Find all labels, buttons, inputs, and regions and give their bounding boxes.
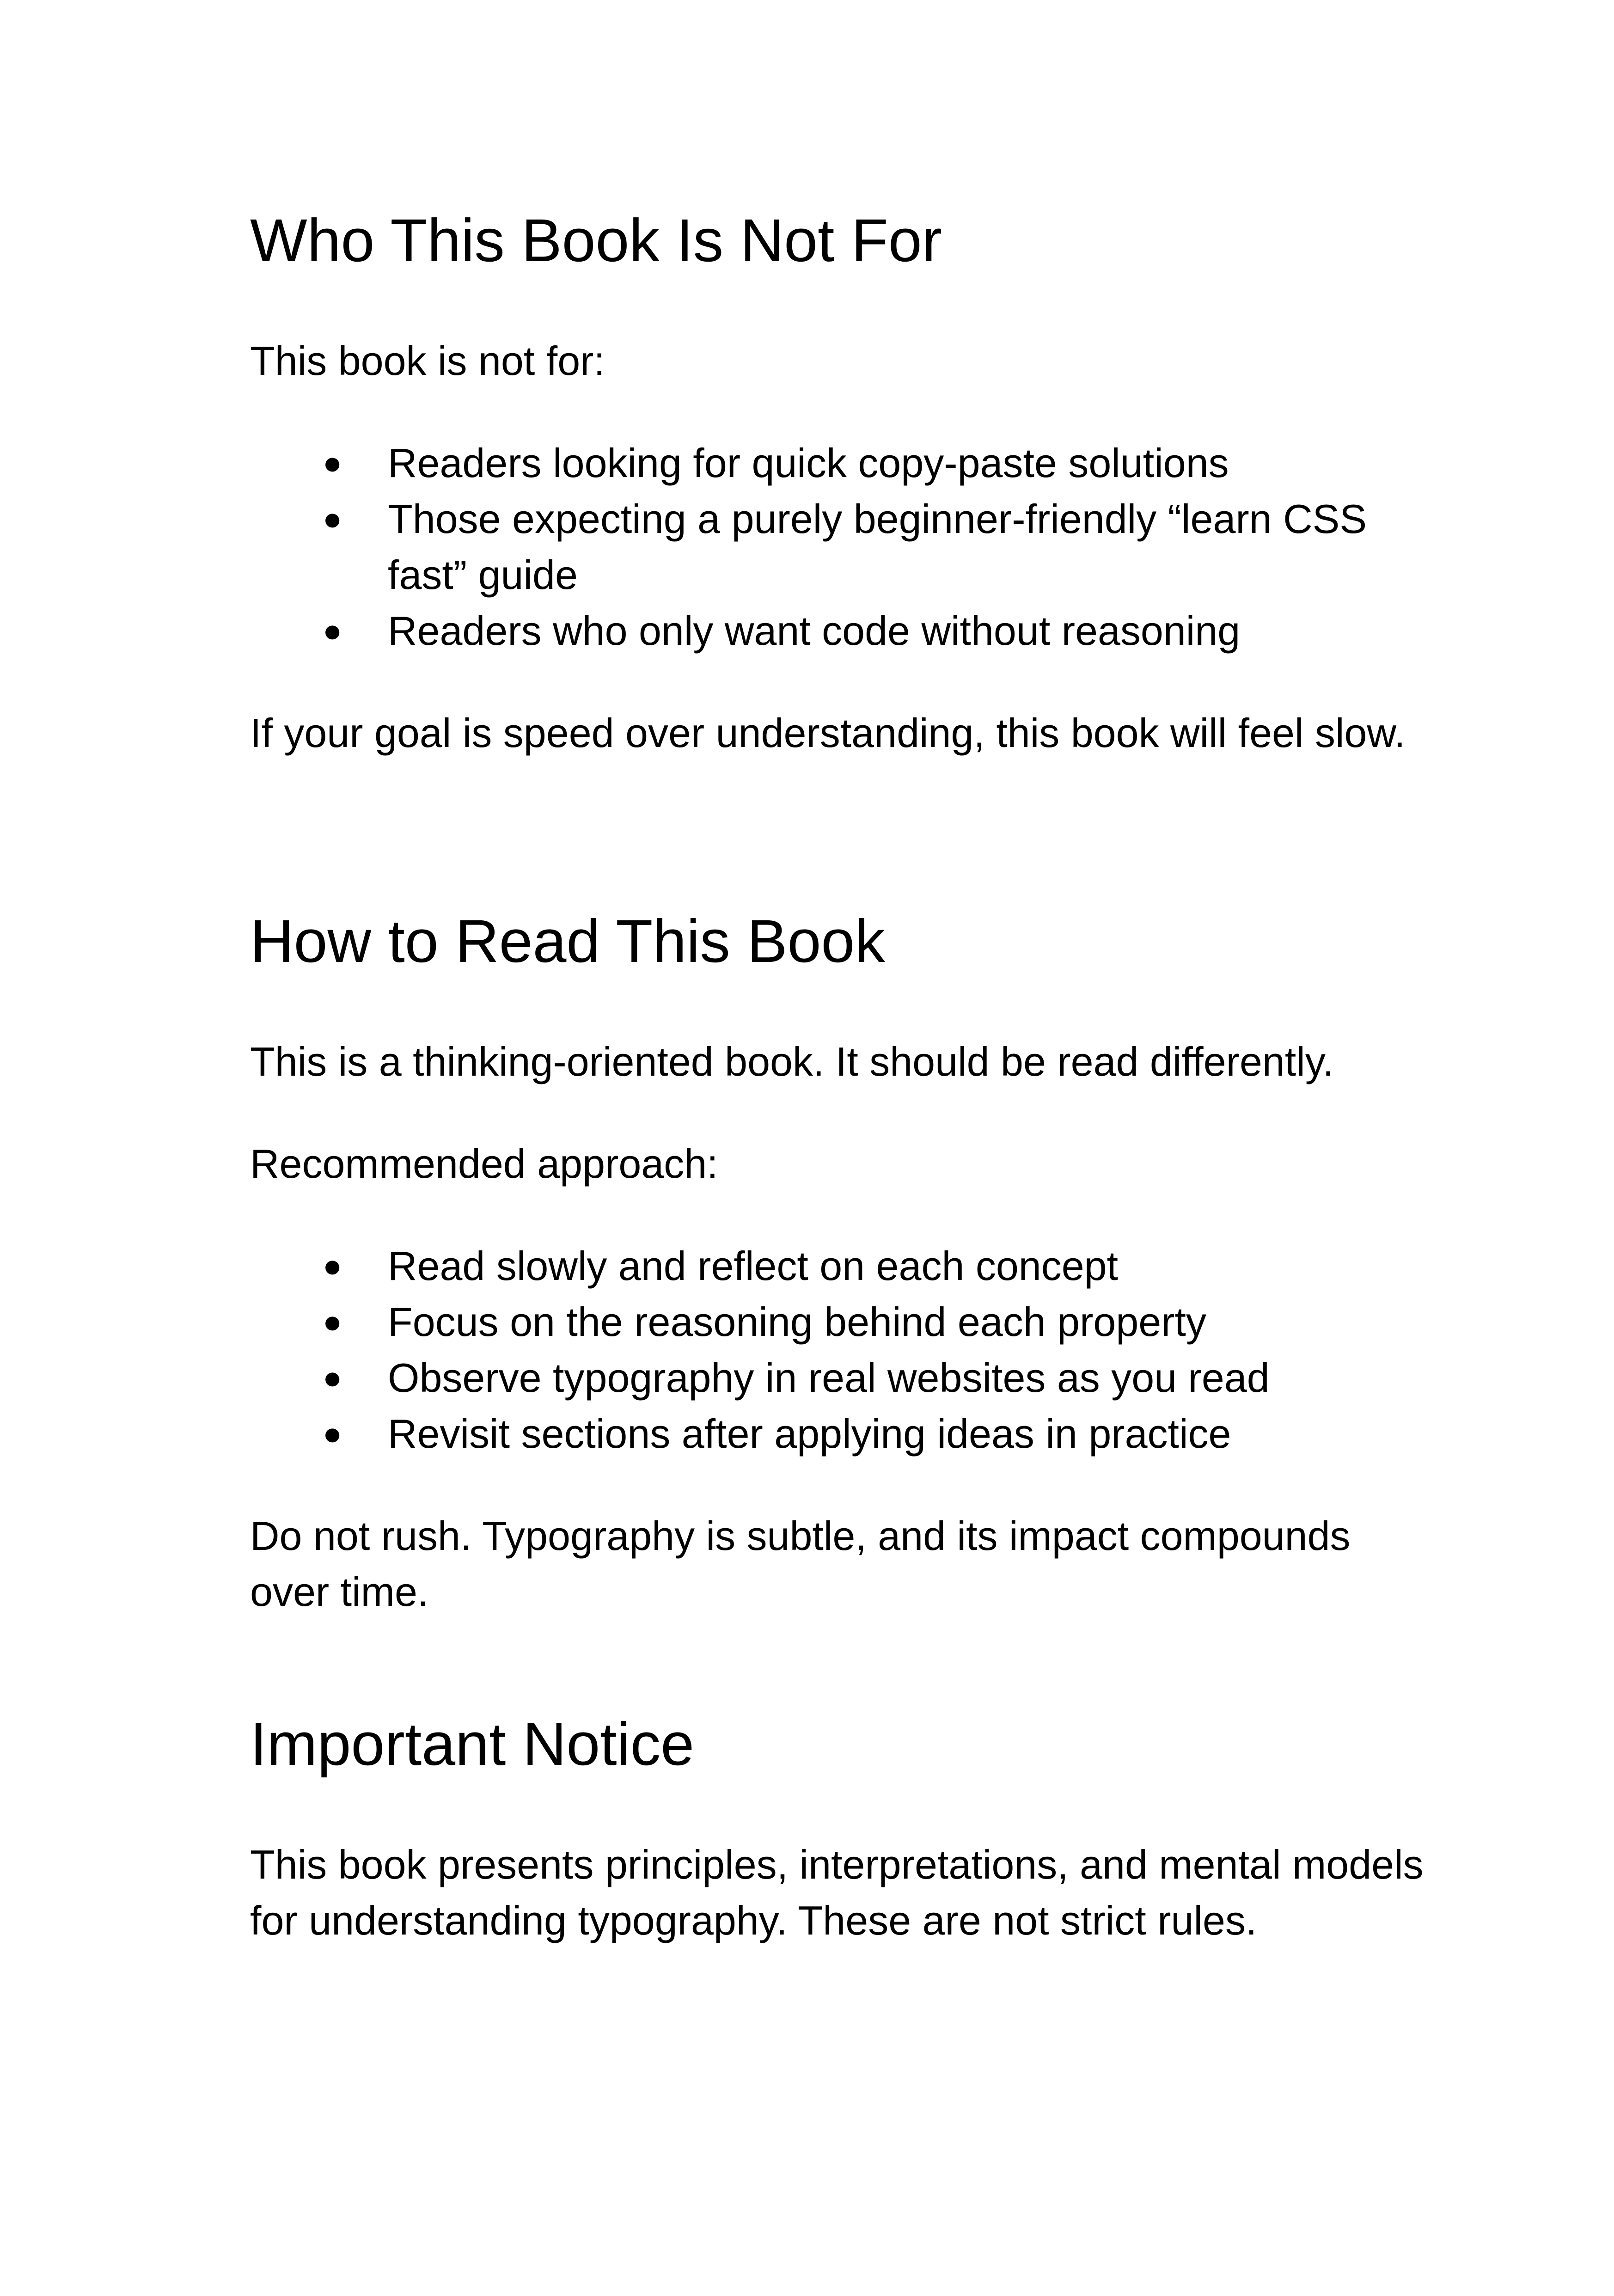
heading-how-to-read-this-book: How to Read This Book [250,907,885,975]
list-recommended-approach [250,1238,1433,1462]
list-item [250,603,1433,659]
list-item-text: Focus on the reasoning behind each property [388,1299,1206,1345]
list-item [250,1406,1433,1462]
list-not-for [250,435,1433,659]
bullet-icon: ● [323,1415,342,1451]
heading-important-notice: Important Notice [250,1710,695,1778]
list-item [250,491,1433,603]
list-item-text: Readers looking for quick copy-paste solutions [388,440,1229,486]
paragraph-not-for-outro: If your goal is speed over understanding, this book will feel slow. [250,710,1406,756]
bullet-icon: ● [323,612,342,649]
bullet-icon: ● [323,445,342,481]
bullet-icon: ● [323,1248,342,1284]
list-item [250,435,1433,491]
bullet-icon: ● [323,1304,342,1340]
list-item-text: Readers who only want code without reasoning [388,608,1241,654]
list-item-text: Observe typography in real websites as you read [388,1355,1270,1401]
list-item [250,1350,1433,1406]
paragraph-recommended-approach: Recommended approach: [250,1141,718,1187]
paragraph-how-to-read-intro: This is a thinking-oriented book. It should be read differently. [250,1039,1334,1084]
list-item-text: Revisit sections after applying ideas in practice [388,1411,1231,1457]
list-item-text: Those expecting a purely beginner-friendly “learn CSS fast” guide [388,496,1367,598]
paragraph-important-notice: This book presents principles, interpretations, and mental models for understanding typography. These are not strict rules. [250,1842,1424,1943]
bullet-icon: ● [323,1359,342,1396]
heading-who-this-book-is-not-for: Who This Book Is Not For [250,206,942,274]
bullet-icon: ● [323,501,342,537]
list-item-text: Read slowly and reflect on each concept [388,1243,1119,1289]
paragraph-not-for-intro: This book is not for: [250,338,605,384]
paragraph-how-to-read-outro: Do not rush. Typography is subtle, and its impact compounds over time. [250,1513,1351,1615]
list-item [250,1238,1433,1294]
list-item [250,1294,1433,1350]
